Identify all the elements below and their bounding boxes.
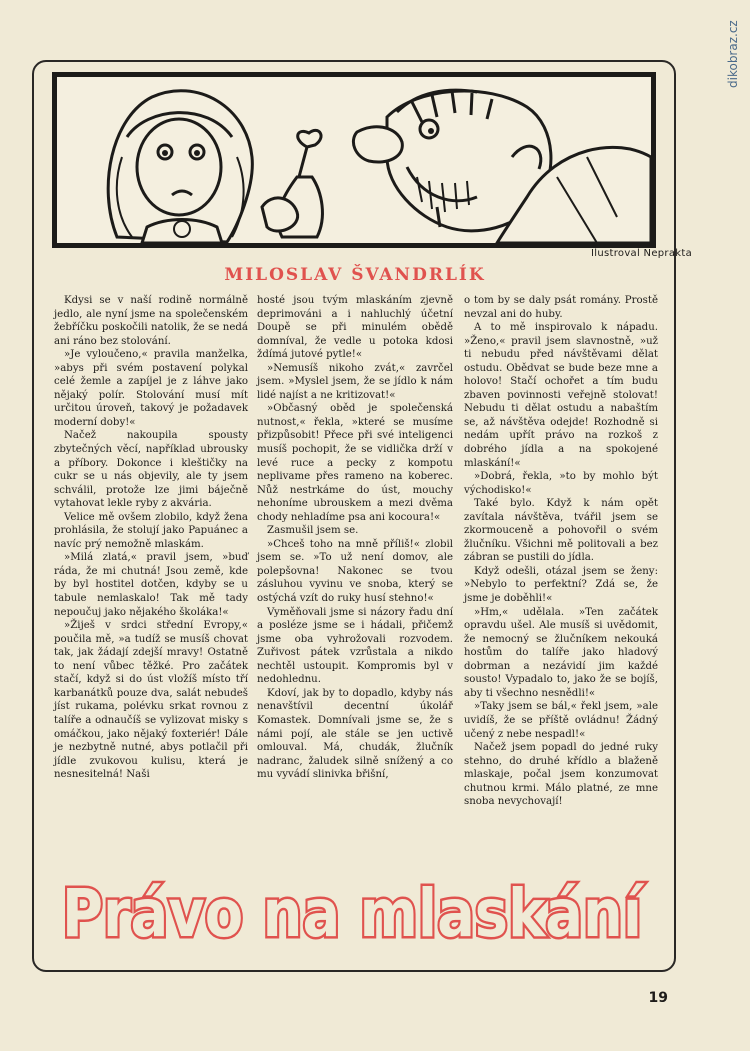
paragraph: Načež nakoupila spousty zbytečných věcí, například ubrousky a příbory. Dokonce i kleštičky na cukr se u nás objevily, ale ty jsem schválil, protože lze jimi báječně vytahovat lekle ryby z akvária. [54,430,248,510]
paragraph: »Taky jsem se bál,« řekl jsem, »ale uvidíš, že se příště ovládnu! Žádný učený z nebe nespadl!« [464,701,658,740]
paragraph: »Chceš toho na mně příliš!« zlobil jsem se. »To už není domov, ale polepšovna! Nakonec se tvou zásluhou vyvinu ve snoba, který se ostýchá vzít do ruky husí stehno!« [257,538,453,605]
paragraph: Kdoví, jak by to dopadlo, kdyby nás nenavštívil decentní úkolář Komastek. Domnívali jsme se, že s námi pojí, ale stále se jen uctivě omlouval. Má, chudák, žlučník nadranc, žaludek silně snížený a co mu vyvádí slinivka břišní, [257,687,453,781]
paragraph: Také bylo. Když k nám opět zavítala návštěva, tvářil jsem se zkormouceně a pohovořil o svém žlučníku. Všichni mě politovali a bez zábran se pustili do jídla. [464,498,658,564]
paragraph: »Milá zlatá,« pravil jsem, »buď ráda, že mi chutná! Jsou země, kde by byl hostitel dotčen, kdyby se u tabule nemlaskalo! Tak mě tady nepoučuj jako nějakého školáka!« [54,552,248,618]
paragraph: »Hm,« udělala. »Ten začátek opravdu ušel. Ale musíš si uvědomit, že nemocný se žlučníkem nekouká hostům do talíře jako hladový dobrman a nezávidí jim každé sousto! Vypadalo to, jako že se bojíš, aby ti všechno nesnědli!« [464,606,658,699]
paragraph: Když odešli, otázal jsem se ženy: »Nebylo to perfektní? Zdá se, že jsme je doběhli!« [464,565,658,605]
paragraph: Kdysi se v naší rodině normálně jedlo, ale nyní jsme na společenském žebříčku poskočili natolik, že se nedá ani ráno bez stolování. [54,295,248,347]
article-title [46,866,658,954]
paragraph: A to mě inspirovalo k nápadu. »Ženo,« pravil jsem slavnostně, »už ti nebudu před návštěvami dělat ostudu. Obědvat se bude beze mne a holovo! Stačí ochořet a tím budu zbaven povinnosti veřejně stolovat! Nebudu ti dělat ostudu a nabaštím se, až návštěva odejde! Rozhodně si nedám upřít právo na rozkoš z dobrého jídla a na spokojené mlaskání!« [464,322,658,469]
paragraph: »Nemusíš nikoho zvát,« zavrčel jsem. »Myslel jsem, že se jídlo k nám lidé najíst a ne kritizovat!« [257,362,453,401]
article-title-text: Právo na mlaskání [62,875,645,952]
paragraph: Zasmušil jsem se. [267,525,359,537]
paragraph: »Dobrá, řekla, »to by mohlo být východisko!« [464,471,658,496]
cartoon-drawing [57,77,651,243]
article-column-3 [464,294,658,854]
article-column-2 [257,294,453,854]
paragraph: Velice mě ovšem zlobilo, když žena prohlásila, že stolují jako Papuánec a navíc prý nemožně mlaskám. [54,511,248,550]
paragraph: »Občasný oběd je společenská nutnost,« řekla, »které se musíme přizpůsobit! Přece při své inteligenci musíš pochopit, že se vidlička drží v levé ruce a pecky z kompotu neplivame přes rameno na koberec. Nůž nestrkáme do úst, mouchy nehoníme ubrouskem a mezi dvěma chody nehladíme psa ani kocoura!« [257,403,453,523]
paragraph: hosté jsou tvým mlaskáním zjevně deprimováni a i nahluchlý účetní Doupě se při minulém obědě domníval, že vedle u potoka kdosi ždímá jutové pytle!« [257,295,453,361]
watermark: dikobraz.cz [726,20,740,88]
paragraph: »Žiješ v srdci střední Evropy,« poučila mě, »a tudíž se musíš chovat tak, jak žádají zdejší mravy! Ostatně to není vůbec těžké. Pro začátek stačí, když si do úst vložíš místo tří karbanátků pouze dva, salát nebudeš jíst rukama, polévku srkat rovnou z talíře a odnaučíš se vylizovat misky s omáčkou, jako nějaký foxteriér! Dále je nezbytně nutné, abys potlačil při jídle zvukovou kulisu, která je nesnesitelná! Naši [54,620,248,781]
paragraph: o tom by se daly psát romány. Prostě nevzal ani do huby. [464,295,658,320]
author-name: MILOSLAV ŠVANDRLÍK [224,265,486,285]
illustration-credit: Ilustroval Neprakta [591,248,692,259]
page-number: 19 [648,990,668,1006]
paragraph: Vyměňovali jsme si názory řadu dní a posléze jsme se i hádali, přičemž jsme oba vyhrožovali rozvodem. Zuřivost pátek vzrůstala a nikdo nechtěl ustoupit. Kompromis byl v nedohlednu. [257,606,453,686]
paragraph: Načež jsem popadl do jedné ruky stehno, do druhé křídlo a blaženě mlaskaje, počal jsem konzumovat chutnou krmi. Málo platné, ze mne snoba nevychovají! [464,742,658,808]
article-column-1 [54,294,248,854]
cartoon-illustration [52,72,656,248]
paragraph: »Je vyloučeno,« pravila manželka, »abys při svém postavení polykal celé žemle a zapíjel je z láhve jako nějaký polír. Stolování musí mít určitou úroveň, takový je požadavek moderní doby!« [54,349,248,428]
